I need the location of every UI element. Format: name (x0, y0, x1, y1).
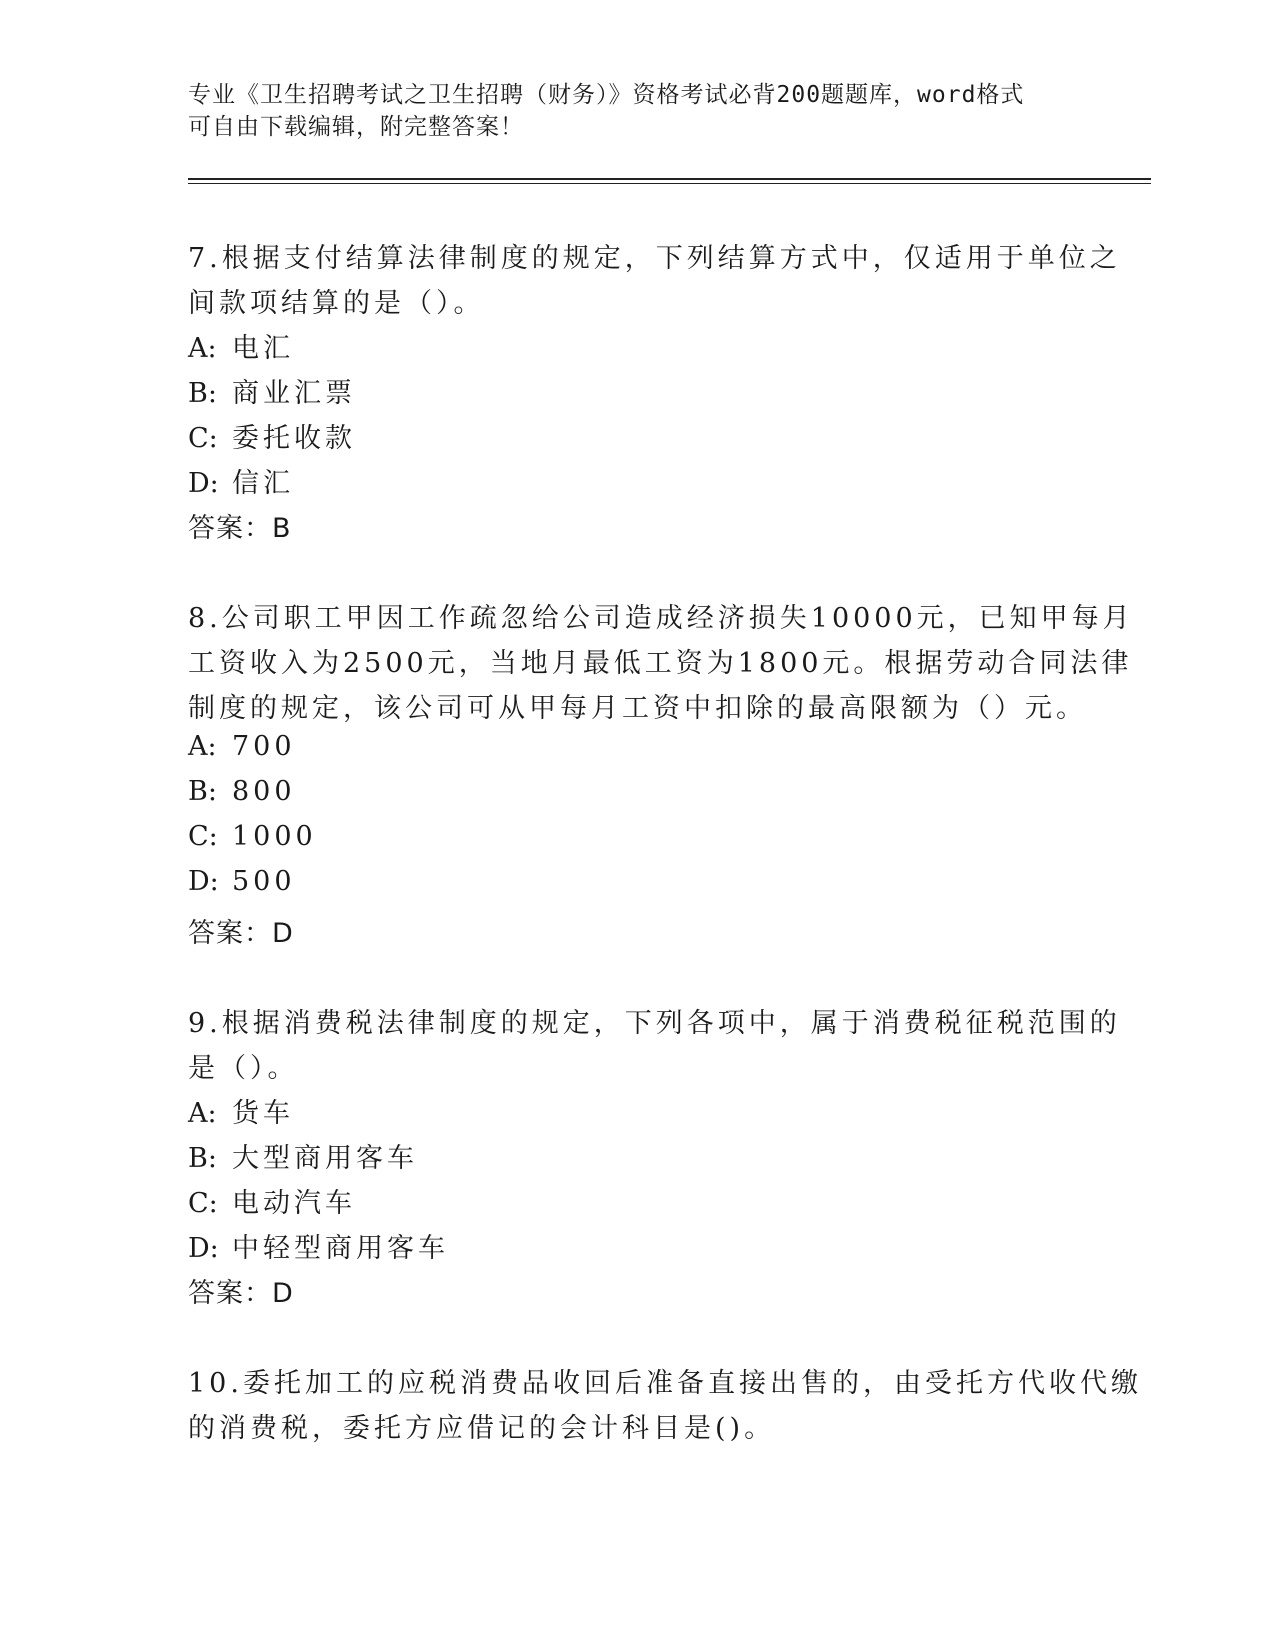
option-text: 委托收款 (232, 423, 356, 454)
option-letter: B: (188, 378, 217, 409)
option-letter: A: (188, 731, 217, 762)
question-8-text-line-1: 8.公司职工甲因工作疏忽给公司造成经济损失10000元，已知甲每月 (188, 603, 1134, 634)
question-8-text-line-2: 工资收入为2500元，当地月最低工资为1800元。根据劳动合同法律 (188, 648, 1133, 679)
option-text: 500 (232, 866, 296, 897)
option-letter: A: (188, 333, 217, 364)
option-text: 电动汽车 (232, 1188, 356, 1219)
option-text: 商业汇票 (232, 378, 356, 409)
question-7-option-b (188, 371, 356, 410)
question-10-text-line-1: 10.委托加工的应税消费品收回后准备直接出售的，由受托方代收代缴 (188, 1368, 1142, 1399)
option-text: 信汇 (232, 468, 294, 499)
question-9-answer: 答案：D (188, 1278, 294, 1309)
question-9-option-d (188, 1226, 449, 1265)
option-letter: C: (188, 1188, 218, 1219)
question-9-option-b (188, 1136, 418, 1175)
option-text: 1000 (232, 821, 317, 852)
question-9-option-a (188, 1091, 294, 1130)
option-letter: B: (188, 1143, 217, 1174)
option-letter: B: (188, 776, 217, 807)
question-7-option-a (188, 326, 294, 365)
question-7-text-line-1: 7.根据支付结算法律制度的规定，下列结算方式中，仅适用于单位之 (188, 243, 1121, 274)
question-10-text-line-2: 的消费税，委托方应借记的会计科目是()。 (188, 1413, 776, 1444)
option-letter: D: (188, 866, 219, 897)
question-8-option-c (188, 821, 317, 852)
question-9-option-c (188, 1181, 356, 1220)
question-8-option-d (188, 866, 296, 897)
option-letter: D: (188, 1233, 219, 1264)
question-7-answer: 答案：B (188, 513, 292, 544)
header-divider-top (188, 178, 1151, 180)
question-7-text-line-2: 间款项结算的是（）。 (188, 288, 485, 319)
question-7-option-c (188, 416, 356, 455)
option-letter: A: (188, 1098, 217, 1129)
header-title-line-1: 专业《卫生招聘考试之卫生招聘（财务）》资格考试必背200题题库，word格式 (188, 82, 1025, 108)
option-text: 电汇 (232, 333, 294, 364)
option-text: 货车 (232, 1098, 294, 1129)
question-8-answer: 答案：D (188, 918, 294, 949)
question-8-option-b (188, 776, 296, 807)
option-text: 800 (232, 776, 296, 807)
option-text: 中轻型商用客车 (232, 1233, 449, 1264)
option-letter: C: (188, 423, 218, 454)
option-text: 大型商用客车 (232, 1143, 418, 1174)
option-text: 700 (232, 731, 296, 762)
option-letter: D: (188, 468, 219, 499)
question-8-text-line-3: 制度的规定，该公司可从甲每月工资中扣除的最高限额为（）元。 (188, 693, 1087, 724)
header-title-line-2: 可自由下载编辑，附完整答案！ (188, 114, 524, 140)
question-9-text-line-1: 9.根据消费税法律制度的规定，下列各项中，属于消费税征税范围的 (188, 1008, 1121, 1039)
question-9-text-line-2: 是（）。 (188, 1053, 299, 1084)
option-letter: C: (188, 821, 218, 852)
question-7-option-d (188, 461, 294, 500)
question-8-option-a (188, 731, 296, 762)
header-divider-bottom (188, 183, 1151, 184)
